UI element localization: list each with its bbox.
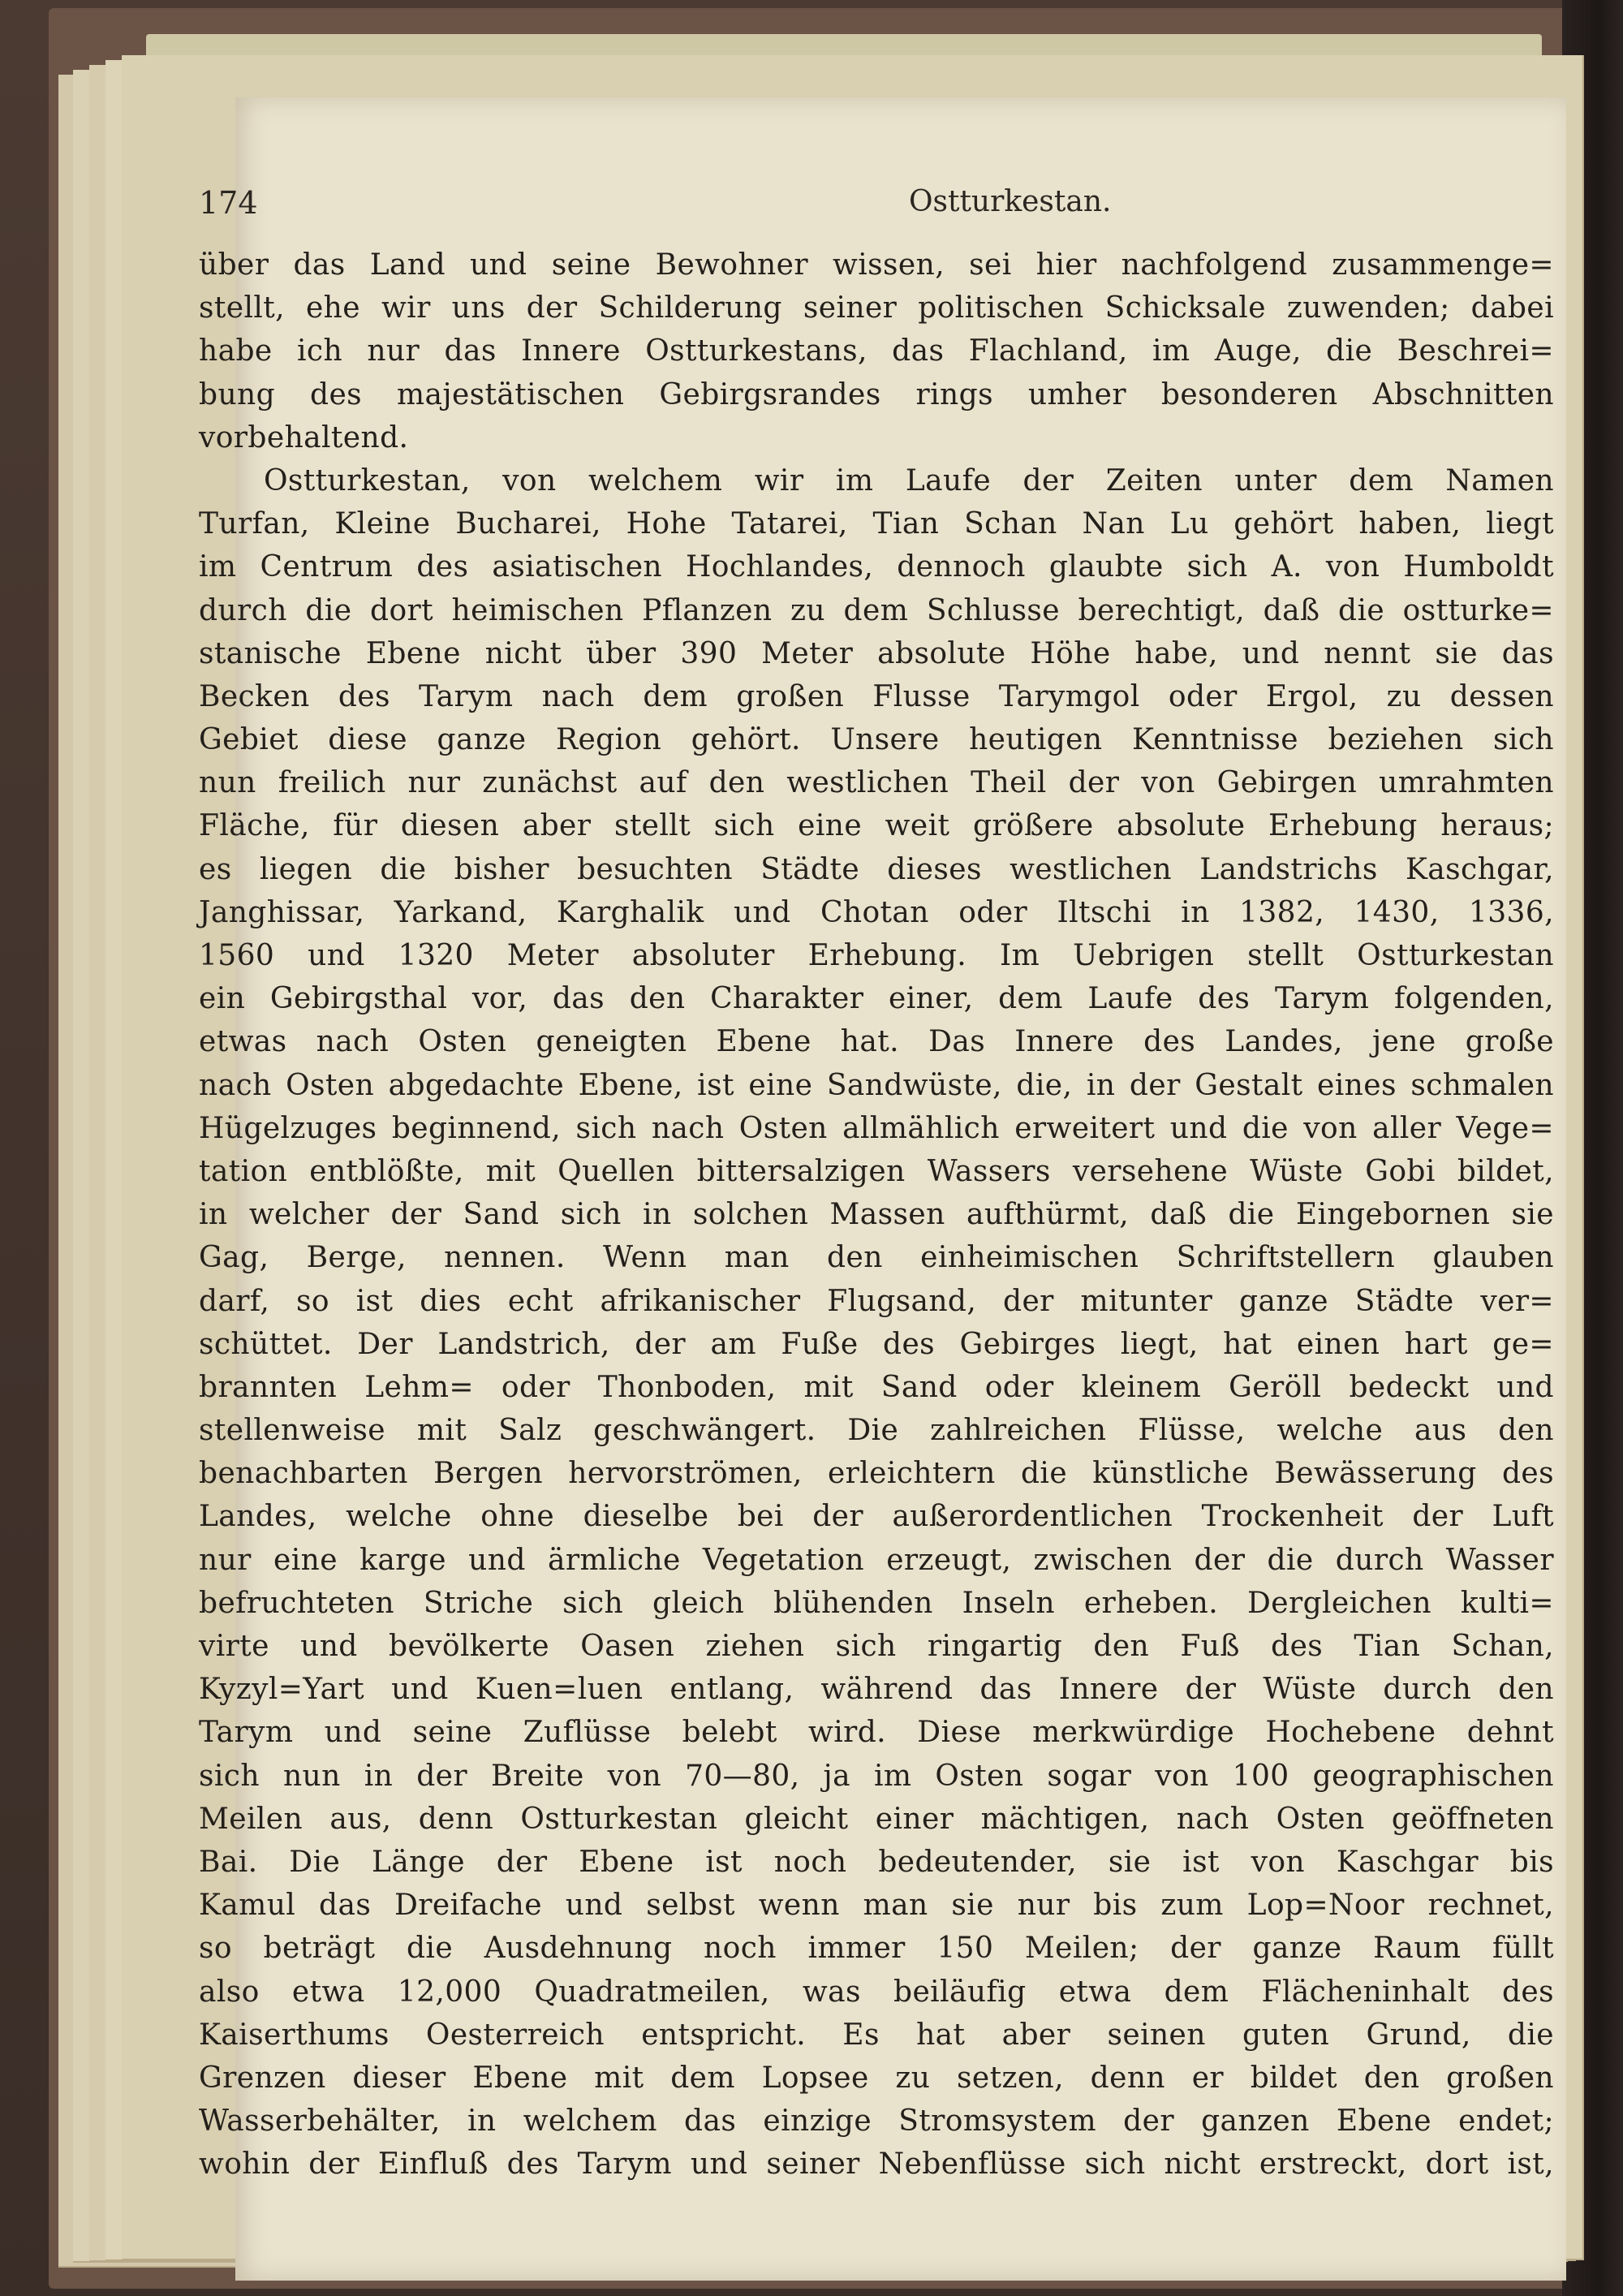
text-line: schüttet. Der Landstrich, der am Fuße des Gebirges liegt, hat einen hart ge= (199, 1327, 1554, 1361)
page-header (199, 185, 1538, 234)
text-line: Ostturkestan, von welchem wir im Laufe der Zeiten unter dem Namen (264, 463, 1554, 498)
text-line: nun freilich nur zunächst auf den westlichen Theil der von Gebirgen umrahmten (199, 766, 1554, 800)
text-line: befruchteten Striche sich gleich blühenden Inseln erheben. Dergleichen kulti= (199, 1586, 1554, 1620)
text-line: brannten Lehm= oder Thonboden, mit Sand oder kleinem Geröll bedeckt und (199, 1370, 1554, 1404)
text-line: Tarym und seine Zuflüsse belebt wird. Diese merkwürdige Hochebene dehnt (199, 1716, 1554, 1750)
text-line: Gag, Berge, nennen. Wenn man den einheimischen Schriftstellern glauben (199, 1241, 1554, 1275)
text-line: nach Osten abgedachte Ebene, ist eine Sandwüste, die, in der Gestalt eines schmalen (199, 1068, 1554, 1102)
text-line: Landes, welche ohne dieselbe bei der außerordentlichen Trockenheit der Luft (199, 1500, 1554, 1534)
text-line: Gebiet diese ganze Region gehört. Unsere heutigen Kenntnisse beziehen sich (199, 723, 1554, 757)
text-line: stellenweise mit Salz geschwängert. Die zahlreichen Flüsse, welche aus den (199, 1414, 1554, 1448)
text-line: Meilen aus, denn Ostturkestan gleicht einer mächtigen, nach Osten geöffneten (199, 1802, 1554, 1836)
text-line: Bai. Die Länge der Ebene ist noch bedeutender, sie ist von Kaschgar bis (199, 1845, 1554, 1879)
text-line: etwas nach Osten geneigten Ebene hat. Das Innere des Landes, jene große (199, 1025, 1554, 1059)
text-line: im Centrum des asiatischen Hochlandes, dennoch glaubte sich A. von Humboldt (199, 550, 1554, 584)
text-line: stanische Ebene nicht über 390 Meter absolute Höhe habe, und nennt sie das (199, 636, 1554, 670)
text-line: Wasserbehälter, in welchem das einzige Stromsystem der ganzen Ebene endet; (199, 2104, 1554, 2139)
text-line: Turfan, Kleine Bucharei, Hohe Tatarei, Tian Schan Nan Lu gehört haben, liegt (199, 507, 1554, 541)
text-line: 1560 und 1320 Meter absoluter Erhebung. Im Uebrigen stellt Ostturkestan (199, 939, 1554, 972)
text-line: durch die dort heimischen Pflanzen zu dem Schlusse berechtigt, daß die ostturke= (199, 593, 1554, 627)
text-line: bung des majestätischen Gebirgsrandes rings umher besonderen Abschnitten (199, 377, 1554, 411)
page-number: 174 (199, 185, 258, 221)
running-head: Ostturkestan. (909, 185, 1112, 218)
text-line: so beträgt die Ausdehnung noch immer 150 Meilen; der ganze Raum füllt (199, 1932, 1554, 1966)
text-line: wohin der Einfluß des Tarym und seiner Nebenflüsse sich nicht erstreckt, dort ist, (199, 2147, 1554, 2182)
text-line: Grenzen dieser Ebene mit dem Lopsee zu setzen, denn er bildet den großen (199, 2061, 1554, 2095)
text-line: also etwa 12,000 Quadratmeilen, was beiläufig etwa dem Flächeninhalt des (199, 1975, 1554, 2009)
text-line: darf, so ist dies echt afrikanischer Flugsand, der mitunter ganze Städte ver= (199, 1284, 1554, 1318)
text-line: Kaiserthums Oesterreich entspricht. Es hat aber seinen guten Grund, die (199, 2018, 1554, 2052)
text-line: benachbarten Bergen hervorströmen, erleichtern die künstliche Bewässerung des (199, 1457, 1554, 1491)
text-line: Kyzyl=Yart und Kuen=luen entlang, während das Innere der Wüste durch den (199, 1673, 1554, 1707)
text-line: in welcher der Sand sich in solchen Massen aufthürmt, daß die Eingebornen sie (199, 1198, 1554, 1232)
text-line: über das Land und seine Bewohner wissen, sei hier nachfolgend zusammenge= (199, 248, 1554, 282)
text-line: virte und bevölkerte Oasen ziehen sich ringartig den Fuß des Tian Schan, (199, 1630, 1554, 1663)
text-line: nur eine karge und ärmliche Vegetation erzeugt, zwischen der die durch Wasser (199, 1543, 1554, 1577)
text-line: Becken des Tarym nach dem großen Flusse Tarymgol oder Ergol, zu dessen (199, 679, 1554, 713)
text-line: Fläche, für diesen aber stellt sich eine weit größere absolute Erhebung heraus; (199, 809, 1554, 843)
text-line: habe ich nur das Innere Ostturkestans, das Flachland, im Auge, die Beschrei= (199, 334, 1554, 368)
text-line: es liegen die bisher besuchten Städte dieses westlichen Landstrichs Kaschgar, (199, 852, 1554, 886)
text-line: Hügelzuges beginnend, sich nach Osten allmählich erweitert und die von aller Vege= (199, 1111, 1554, 1145)
text-line: stellt, ehe wir uns der Schilderung seiner politischen Schicksale zuwenden; dabei (199, 291, 1554, 325)
text-line: tation entblößte, mit Quellen bittersalzigen Wassers versehene Wüste Gobi bildet, (199, 1154, 1554, 1188)
body-text (199, 243, 1554, 2186)
text-line: Janghissar, Yarkand, Karghalik und Chotan oder Iltschi in 1382, 1430, 1336, (199, 895, 1554, 929)
text-line: Kamul das Dreifache und selbst wenn man sie nur bis zum Lop=Noor rechnet, (199, 1889, 1554, 1923)
text-line: sich nun in der Breite von 70—80, ja im Osten sogar von 100 geographischen (199, 1759, 1554, 1793)
text-line: ein Gebirgsthal vor, das den Charakter einer, dem Laufe des Tarym folgenden, (199, 982, 1554, 1016)
text-line: vorbehaltend. (199, 420, 409, 454)
